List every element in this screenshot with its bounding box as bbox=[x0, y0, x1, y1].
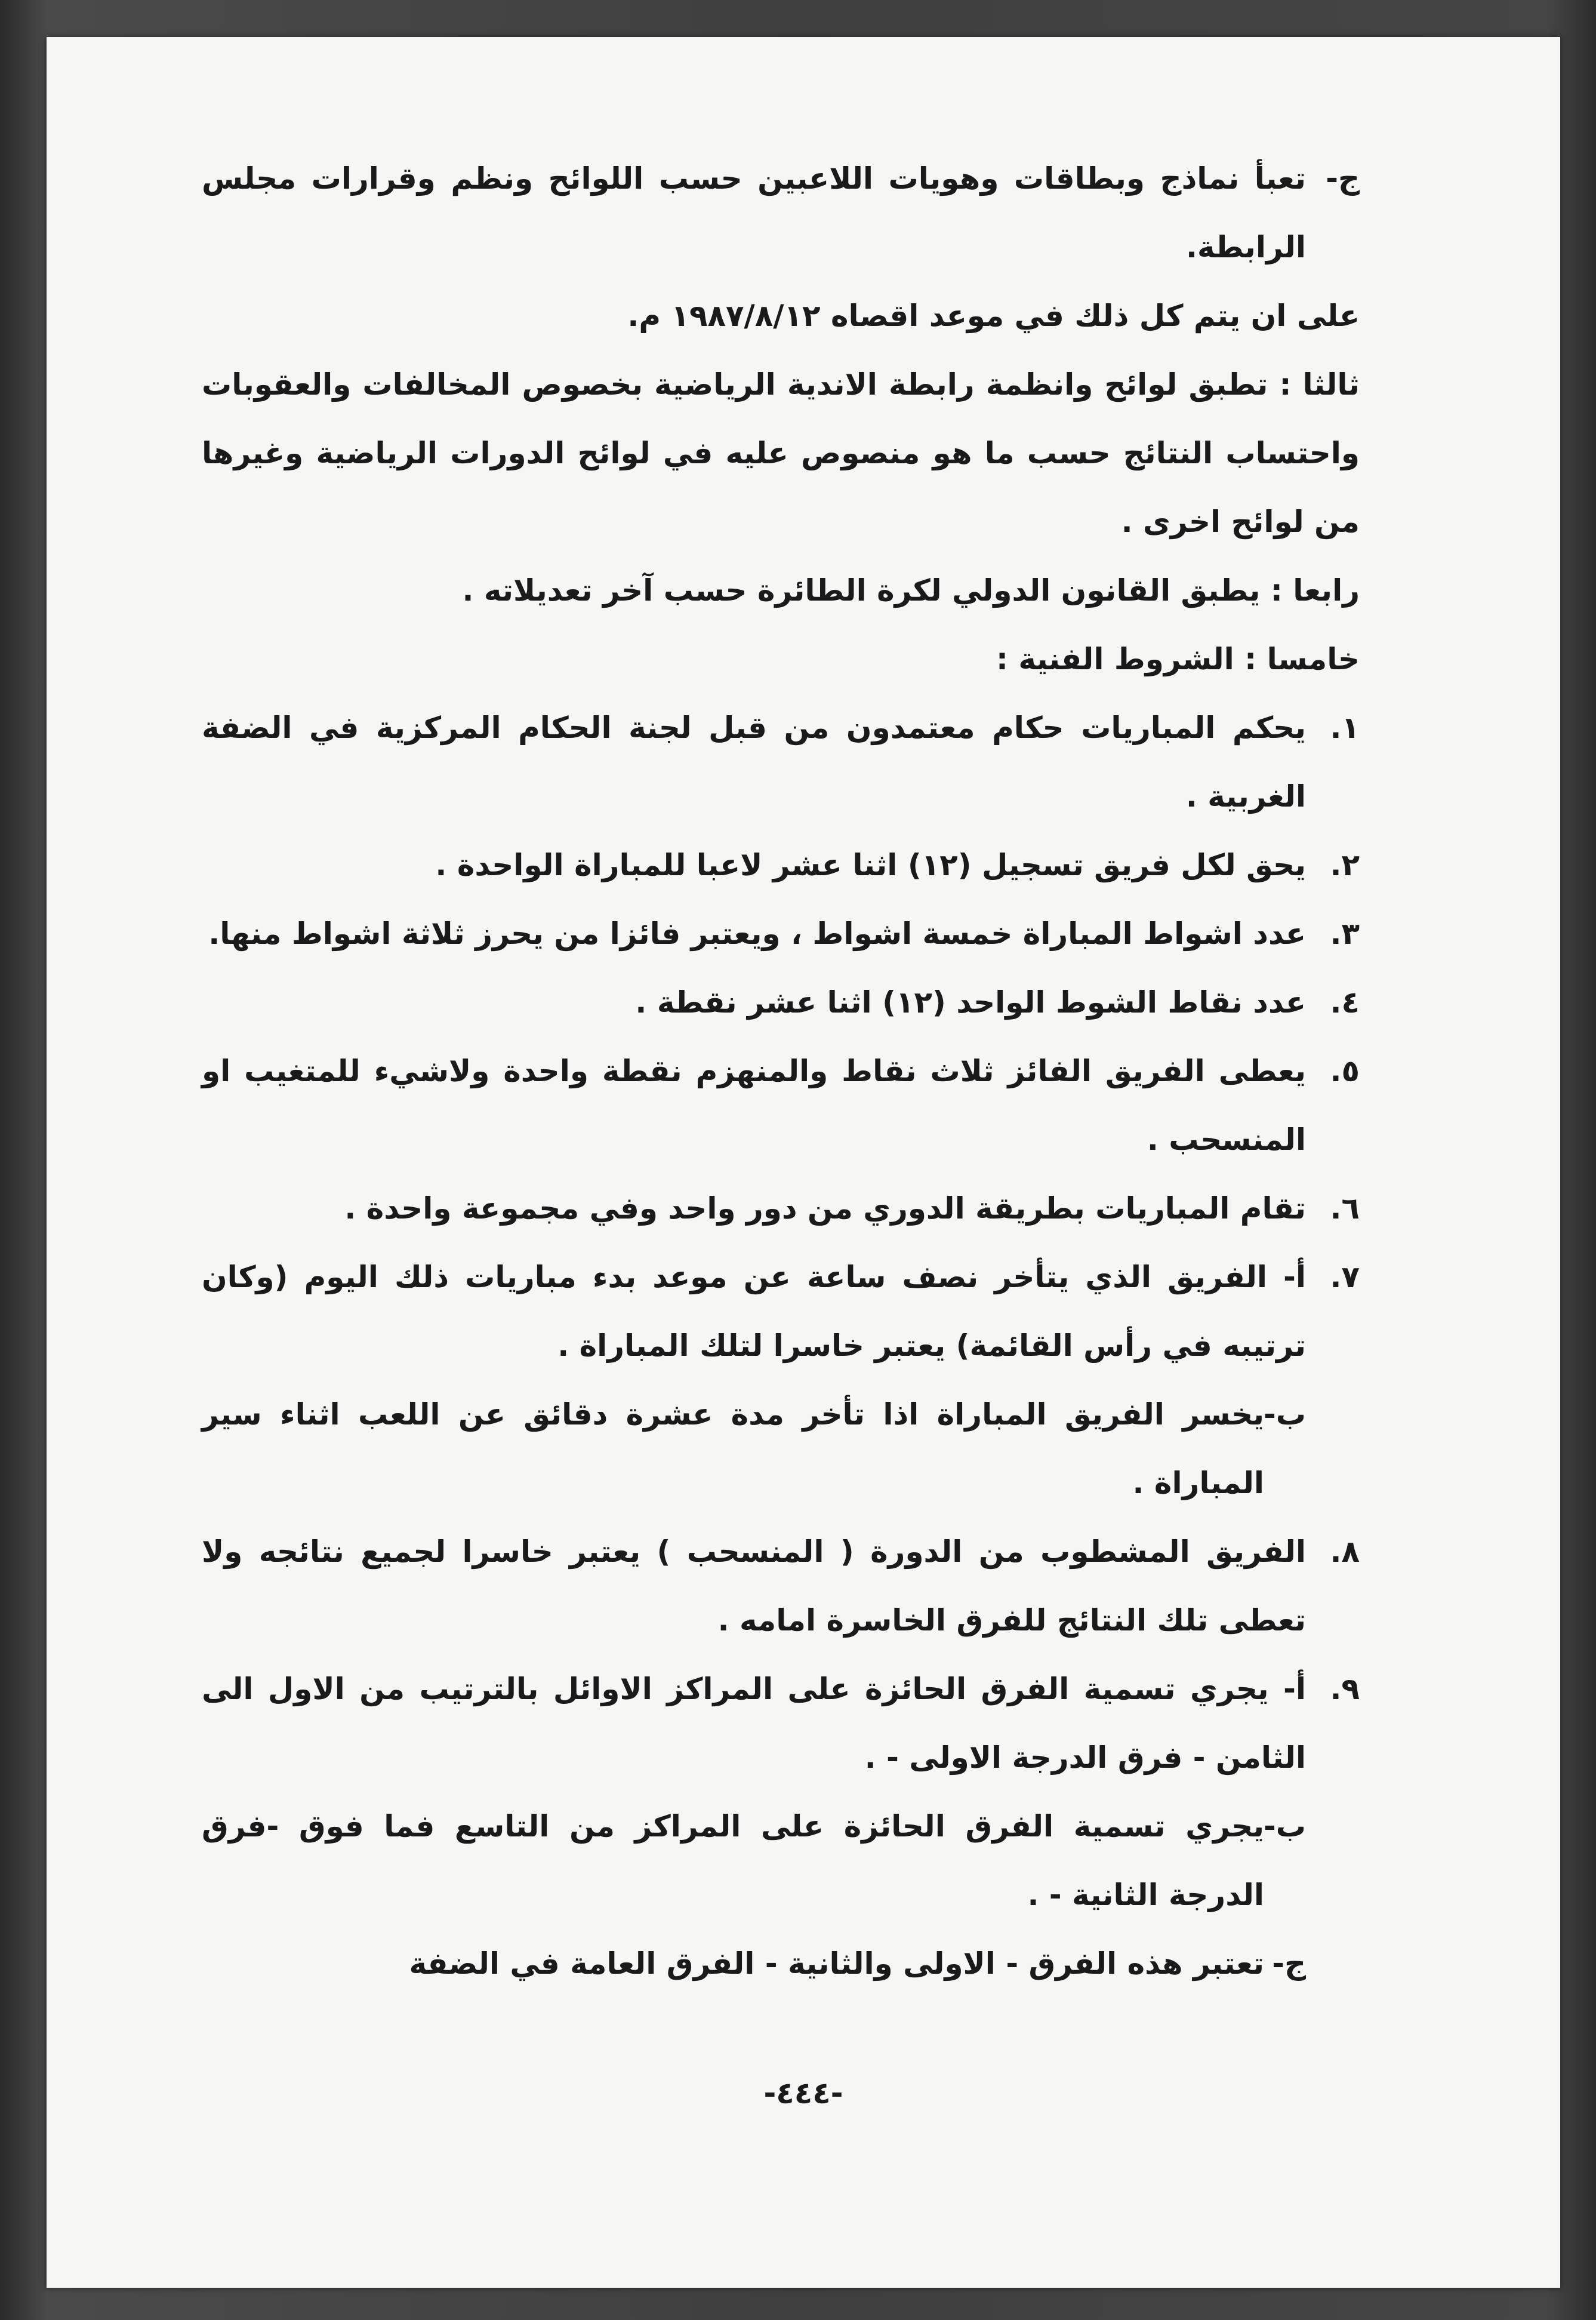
document-body bbox=[202, 144, 1360, 1998]
paragraph-letter: ج- bbox=[1326, 161, 1360, 196]
list-item-text: تقام المباريات بطريقة الدوري من دور واحد وفي مجموعة واحدة . bbox=[344, 1191, 1306, 1226]
page-number: -٤٤٤- bbox=[763, 2076, 843, 2110]
fifth-clause-heading: خامسا : الشروط الفنية : bbox=[996, 642, 1360, 676]
paragraph-jeem bbox=[202, 144, 1360, 282]
list-item-text: أ- الفريق الذي يتأخر نصف ساعة عن موعد بدء مباريات ذلك اليوم (وكان ترتيبه في رأس القائمة) يعتبر خاسرا لتلك المباراة . bbox=[202, 1260, 1306, 1363]
list-item-number: ٣. bbox=[1330, 916, 1360, 951]
list-item-text: أ- يجري تسمية الفرق الحائزة على المراكز الاوائل بالترتيب من الاول الى الثامن - فرق الدرجة الاولى - . bbox=[202, 1672, 1306, 1775]
deadline-paragraph: على ان يتم كل ذلك في موعد اقصاه ١٩٨٧/٨/١٢ م. bbox=[627, 299, 1360, 333]
list-item bbox=[202, 694, 1360, 831]
list-item bbox=[202, 1037, 1360, 1174]
third-clause: ثالثا : تطبق لوائح وانظمة رابطة الاندية الرياضية بخصوص المخالفات والعقوبات واحتساب النتائج حسب ما هو منصوص عليه في لوائح الدورات الرياضية وغيرها من لوائح اخرى . bbox=[202, 367, 1360, 539]
list-item bbox=[202, 1655, 1360, 1792]
list-item-text: يحكم المباريات حكام معتمدون من قبل لجنة الحكام المركزية في الضفة الغربية . bbox=[202, 710, 1306, 814]
fourth-clause: رابعا : يطبق القانون الدولي لكرة الطائرة حسب آخر تعديلاته . bbox=[462, 573, 1360, 608]
paragraph-text: تعبأ نماذج وبطاقات وهويات اللاعبين حسب اللوائح ونظم وقرارات مجلس الرابطة. bbox=[202, 161, 1306, 264]
list-item-text: يعطى الفريق الفائز ثلاث نقاط والمنهزم نقطة واحدة ولاشيء للمتغيب او المنسحب . bbox=[202, 1054, 1306, 1157]
list-item-text: عدد اشواط المباراة خمسة اشواط ، ويعتبر فائزا من يحرز ثلاثة اشواط منها. bbox=[208, 916, 1306, 951]
sub-item-text: تعتبر هذه الفرق - الاولى والثانية - الفرق العامة في الضفة bbox=[409, 1946, 1264, 1981]
list-item-number: ٥. bbox=[1330, 1054, 1360, 1088]
sub-item-letter: ج- bbox=[1272, 1946, 1306, 1981]
list-item-number: ٩. bbox=[1330, 1672, 1360, 1706]
list-item bbox=[202, 1243, 1360, 1380]
list-item bbox=[202, 968, 1360, 1037]
list-item-number: ٨. bbox=[1330, 1534, 1360, 1569]
list-item-text: الفريق المشطوب من الدورة ( المنسحب ) يعتبر خاسرا لجميع نتائجه ولا تعطى تلك النتائج للفرق الخاسرة امامه . bbox=[202, 1534, 1306, 1638]
list-item-text: يحق لكل فريق تسجيل (١٢) اثنا عشر لاعبا للمباراة الواحدة . bbox=[435, 848, 1306, 882]
sub-item-letter: ب- bbox=[1264, 1809, 1306, 1844]
sub-item bbox=[202, 1380, 1360, 1518]
list-item bbox=[202, 831, 1360, 900]
list-item-number: ٧. bbox=[1330, 1260, 1360, 1294]
list-item-number: ٦. bbox=[1330, 1191, 1360, 1226]
list-item bbox=[202, 1174, 1360, 1243]
list-item bbox=[202, 900, 1360, 968]
list-item bbox=[202, 1518, 1360, 1655]
sub-item bbox=[202, 1930, 1360, 1998]
list-item-number: ٤. bbox=[1330, 985, 1360, 1020]
list-item-number: ٢. bbox=[1330, 848, 1360, 882]
sub-item bbox=[202, 1792, 1360, 1930]
list-item-number: ١. bbox=[1330, 710, 1360, 745]
sub-item-text: يخسر الفريق المباراة اذا تأخر مدة عشرة دقائق عن اللعب اثناء سير المباراة . bbox=[202, 1397, 1264, 1500]
list-item-text: عدد نقاط الشوط الواحد (١٢) اثنا عشر نقطة . bbox=[635, 985, 1306, 1020]
sub-item-text: يجري تسمية الفرق الحائزة على المراكز من التاسع فما فوق -فرق الدرجة الثانية - . bbox=[202, 1809, 1264, 1912]
sub-item-letter: ب- bbox=[1264, 1397, 1306, 1432]
document-page bbox=[47, 37, 1560, 2288]
